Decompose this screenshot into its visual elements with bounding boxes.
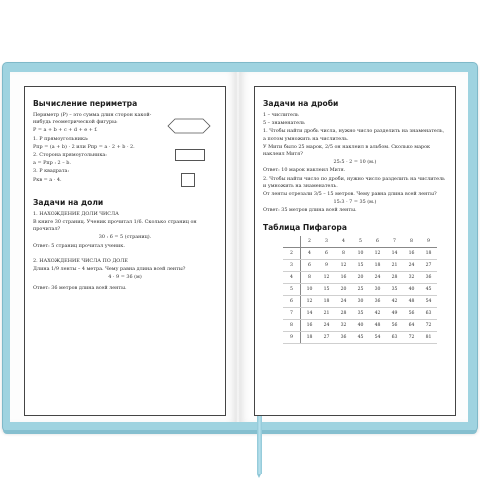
pythagoras-cell: 45: [420, 283, 437, 295]
fractions-task1-answer: Ответ: 10 марок наклеил Митя.: [263, 167, 346, 174]
hexagon-figure: [167, 117, 211, 135]
perimeter-formula: P = a + b + c + d + e + f.: [33, 127, 98, 134]
fractions-task2-problem: От ленты отрезали 3/5 – 15 метров. Чему равна длина всей ленты?: [263, 191, 437, 198]
pythagoras-cell: 28: [386, 271, 403, 283]
pythagoras-cell: 4: [335, 236, 352, 248]
pythagoras-cell: 10: [352, 247, 369, 259]
pythagoras-cell: 42: [386, 295, 403, 307]
pythagoras-cell: 20: [335, 283, 352, 295]
pythagoras-cell: 24: [318, 319, 335, 331]
pythagoras-cell: 18: [420, 247, 437, 259]
pythagoras-cell: 24: [335, 295, 352, 307]
pythagoras-cell: 36: [420, 271, 437, 283]
rect-formula: Pпр = (a + b) · 2 или Pпр = a · 2 + b · 2.: [33, 143, 135, 150]
pythagoras-cell: 81: [420, 331, 437, 343]
pythagoras-cell: 7: [386, 236, 403, 248]
fractions-task1-problem: У Мити было 25 марок, 2/5 он наклеил в альбом. Сколько марок наклеил Митя?: [263, 143, 431, 158]
pythagoras-cell: 18: [301, 331, 319, 343]
left-reference-panel: [24, 86, 226, 416]
pythagoras-cell: 40: [352, 319, 369, 331]
pythagoras-cell: 24: [369, 271, 386, 283]
parts-task2-text: Длина 1/9 ленты – 4 метра. Чему равна длина всей ленты?: [33, 266, 186, 273]
pythagoras-cell: 28: [335, 307, 352, 319]
perimeter-definition: Периметр (P) – это сумма длин сторон какой-нибудь геометрической фигуры:: [33, 112, 152, 126]
pythagoras-cell: 15: [318, 283, 335, 295]
square-formula: Pкв = a · 4.: [33, 176, 62, 183]
pythagoras-cell: 72: [420, 319, 437, 331]
pythagoras-cell: 12: [369, 247, 386, 259]
fraction-legend-numerator: 1 – числитель: [263, 112, 299, 118]
pythagoras-cell: 32: [403, 271, 420, 283]
pythagoras-cell: 30: [352, 295, 369, 307]
pythagoras-cell: 49: [386, 307, 403, 319]
pythagoras-row: [283, 236, 437, 248]
pythagoras-cell: 4: [283, 271, 301, 283]
pythagoras-cell: 45: [352, 331, 369, 343]
parts-task2-answer: Ответ: 36 метров длина всей ленты.: [33, 285, 127, 292]
rectangle-figure: [175, 149, 205, 161]
fractions-title: Задачи на дроби: [263, 99, 339, 108]
parts-task2-title: 2. НАХОЖДЕНИЕ ЧИСЛА ПО ДОЛЕ: [33, 257, 128, 264]
pythagoras-row: [283, 319, 437, 331]
parts-task1-calc: 30 : 6 = 5 (страниц).: [98, 234, 152, 241]
pythagoras-cell: 8: [403, 236, 420, 248]
fractions-task2-answer: Ответ: 35 метров длина всей ленты.: [263, 207, 357, 214]
square-heading: 2. Сторона прямоугольника:: [33, 152, 107, 159]
parts-task1-text: В книге 30 страниц. Ученик прочитал 1/6. Сколько страниц он прочитал?: [33, 219, 197, 233]
pythagoras-cell: 40: [403, 283, 420, 295]
pythagoras-cell: 36: [369, 295, 386, 307]
pythagoras-cell: 48: [369, 319, 386, 331]
pythagoras-cell: 9: [283, 331, 301, 343]
pythagoras-cell: 35: [386, 283, 403, 295]
pythagoras-cell: 20: [352, 271, 369, 283]
pythagoras-cell: 63: [420, 307, 437, 319]
parts-task1-title: 1. НАХОЖДЕНИЕ ДОЛИ ЧИСЛА: [33, 210, 119, 217]
square-figure: [181, 173, 195, 187]
pythagoras-cell: 72: [403, 331, 420, 343]
pythagoras-cell: 27: [318, 331, 335, 343]
perimeter-title: Вычисление периметра: [33, 99, 138, 108]
parts-title: Задачи на доли: [33, 197, 104, 207]
pythagoras-title: Таблица Пифагора: [263, 222, 347, 232]
pythagoras-cell: 3: [318, 236, 335, 248]
pythagoras-cell: 14: [301, 307, 319, 319]
parts-task2-calc: 4 · 9 = 36 (м): [108, 274, 142, 281]
pythagoras-cell: 8: [335, 247, 352, 259]
pythagoras-cell: 8: [283, 319, 301, 331]
fractions-task1: 1. Чтобы найти дробь числа, нужно число разделить на знаменатель, а потом умножить на числитель.: [263, 128, 445, 142]
pythagoras-cell: 21: [318, 307, 335, 319]
square-perimeter-heading: 3. P квадрата:: [33, 168, 70, 175]
pythagoras-cell: 30: [369, 283, 386, 295]
pythagoras-cell: 6: [369, 236, 386, 248]
pythagoras-cell: 10: [301, 283, 319, 295]
pythagoras-cell: 56: [386, 319, 403, 331]
pythagoras-cell: 2: [301, 236, 319, 248]
pythagoras-row: [283, 307, 437, 319]
cover-edge: [3, 430, 477, 434]
fraction-legend-denominator: 5 – знаменатель: [263, 120, 305, 127]
pythagoras-row: [283, 283, 437, 295]
pythagoras-row: [283, 259, 437, 271]
bookmark-ribbon: [257, 416, 262, 474]
pythagoras-row: [283, 271, 437, 283]
pythagoras-cell: 9: [420, 236, 437, 248]
notebook-spine: [236, 72, 240, 422]
pythagoras-cell: 64: [403, 319, 420, 331]
pythagoras-cell: 6: [301, 259, 319, 271]
fractions-task2: 2. Чтобы найти число по дроби, нужно число разделить на числитель и умножить на знаменатель.: [263, 175, 445, 189]
pythagoras-table: [283, 236, 437, 344]
pythagoras-row: [283, 295, 437, 307]
pythagoras-cell: 8: [301, 271, 319, 283]
pythagoras-cell: 5: [352, 236, 369, 248]
pythagoras-cell: 35: [352, 307, 369, 319]
fractions-task2-calc: 15:3 · 7 = 35 (м.): [333, 199, 377, 206]
pythagoras-cell: 5: [283, 283, 301, 295]
pythagoras-cell: 12: [301, 295, 319, 307]
pythagoras-cell: 4: [301, 247, 319, 259]
parts-task1-answer: Ответ: 5 страниц прочитал ученик.: [33, 242, 125, 249]
pythagoras-cell: 12: [318, 271, 335, 283]
pythagoras-row: [283, 331, 437, 343]
pythagoras-cell: 15: [352, 259, 369, 271]
pythagoras-cell: [283, 236, 301, 248]
pythagoras-cell: 48: [403, 295, 420, 307]
square-side: a = Pпр : 2 – b.: [33, 160, 71, 167]
pythagoras-cell: 14: [386, 247, 403, 259]
pythagoras-cell: 6: [318, 247, 335, 259]
pythagoras-cell: 63: [386, 331, 403, 343]
pythagoras-row: [283, 247, 437, 259]
pythagoras-cell: 12: [335, 259, 352, 271]
pythagoras-cell: 7: [283, 307, 301, 319]
pythagoras-cell: 16: [403, 247, 420, 259]
pythagoras-cell: 32: [335, 319, 352, 331]
pythagoras-cell: 42: [369, 307, 386, 319]
pythagoras-cell: 25: [352, 283, 369, 295]
pythagoras-cell: 24: [403, 259, 420, 271]
pythagoras-cell: 18: [369, 259, 386, 271]
pythagoras-cell: 54: [369, 331, 386, 343]
pythagoras-cell: 9: [318, 259, 335, 271]
pythagoras-cell: 54: [420, 295, 437, 307]
pythagoras-cell: 36: [335, 331, 352, 343]
pythagoras-cell: 56: [403, 307, 420, 319]
pythagoras-cell: 6: [283, 295, 301, 307]
pythagoras-cell: 16: [335, 271, 352, 283]
pythagoras-cell: 27: [420, 259, 437, 271]
pythagoras-cell: 16: [301, 319, 319, 331]
pythagoras-cell: 2: [283, 247, 301, 259]
pythagoras-cell: 3: [283, 259, 301, 271]
fractions-task1-calc: 25:5 · 2 = 10 (м.): [333, 159, 377, 166]
right-reference-panel: [254, 86, 456, 416]
pythagoras-cell: 18: [318, 295, 335, 307]
rect-heading: 1. P прямоугольника:: [33, 135, 89, 142]
pythagoras-cell: 21: [386, 259, 403, 271]
